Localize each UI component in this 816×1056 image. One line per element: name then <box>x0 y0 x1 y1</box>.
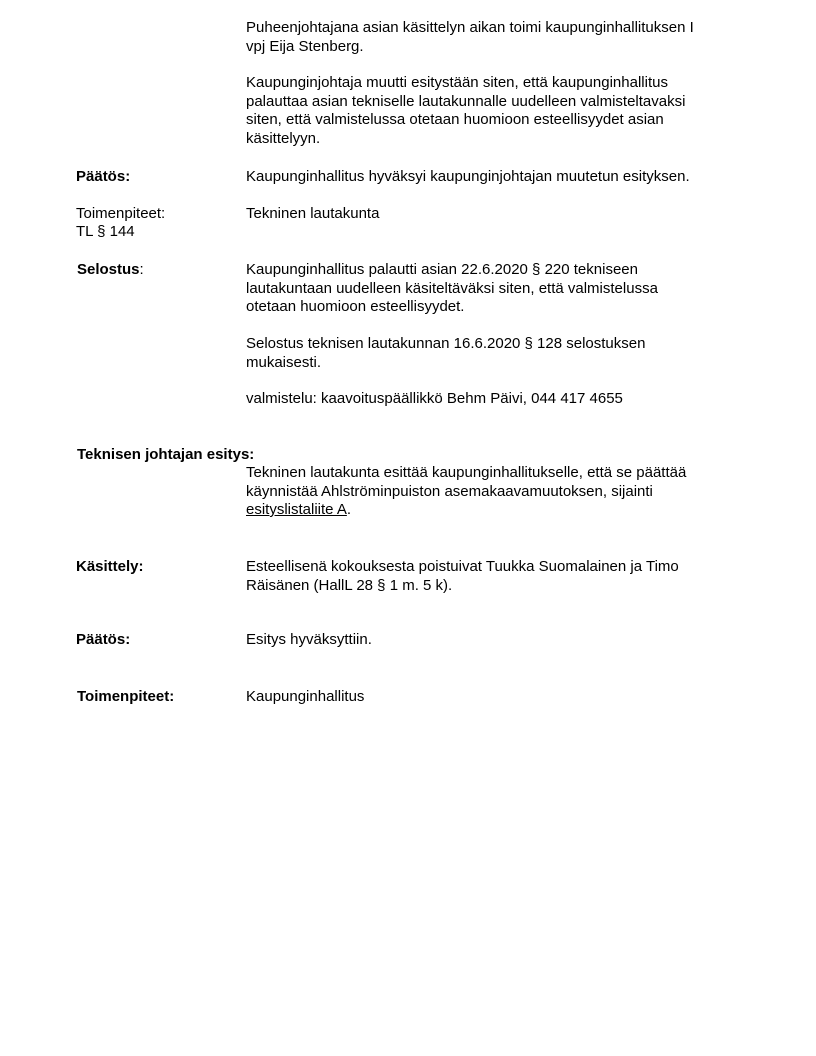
proposal-paragraph <box>246 464 736 520</box>
proposal-period: . <box>346 501 352 518</box>
mayor-line-4: käsittelyyn. <box>246 129 321 147</box>
actions-2-text: Kaupunginhallitus <box>246 688 365 705</box>
actions-sublabel: TL § 144 <box>76 223 135 240</box>
explanation-line-4: Selostus teknisen lautakunnan 16.6.2020 § 128 selostuksen <box>246 335 646 352</box>
explanation-line-2: lautakuntaan uudelleen käsiteltäväksi siten, että valmistelussa <box>246 279 658 297</box>
attachment-link[interactable]: esityslistaliite A <box>246 501 347 518</box>
chair-paragraph <box>246 19 736 56</box>
proposal-label: Teknisen johtajan esitys: <box>77 446 255 463</box>
explanation-label: Selostus <box>77 261 140 278</box>
explanation-label-wrap <box>77 261 144 280</box>
handling-label: Käsittely: <box>76 558 144 575</box>
chair-line-1: Puheenjohtajana asian käsittelyn aikan toimi kaupunginhallituksen I <box>246 19 694 36</box>
mayor-line-2: palauttaa asian tekniselle lautakunnalle uudelleen valmisteltavaksi <box>246 92 686 110</box>
mayor-paragraph <box>246 74 736 148</box>
explanation-paragraph-2 <box>246 335 736 372</box>
preparer-text: valmistelu: kaavoituspäällikkö Behm Päivi, 044 417 4655 <box>246 390 623 407</box>
actions-text: Tekninen lautakunta <box>246 205 380 222</box>
chair-line-2: vpj Eija Stenberg. <box>246 37 364 55</box>
proposal-line-3 <box>246 501 736 520</box>
mayor-line-1: Kaupunginjohtaja muutti esitystään siten, että kaupunginhallitus <box>246 74 668 91</box>
mayor-line-3: siten, että valmistelussa otetaan huomioon esteellisyydet asian <box>246 111 664 128</box>
handling-line-1: Esteellisenä kokouksesta poistuivat Tuukka Suomalainen ja Timo <box>246 558 679 575</box>
actions-2-label: Toimenpiteet: <box>77 688 175 705</box>
proposal-line-2: käynnistää Ahlströminpuiston asemakaavamuutoksen, sijainti <box>246 482 653 500</box>
decision-2-label: Päätös: <box>76 631 131 648</box>
handling-line-2: Räisänen (HallL 28 § 1 m. 5 k). <box>246 576 453 594</box>
decision-2-text: Esitys hyväksyttiin. <box>246 631 372 648</box>
proposal-line-1: Tekninen lautakunta esittää kaupunginhallitukselle, että se päättää <box>246 464 687 481</box>
explanation-label-colon: : <box>139 261 144 278</box>
explanation-line-3: otetaan huomioon esteellisyydet. <box>246 298 465 315</box>
handling-paragraph <box>246 558 736 595</box>
explanation-line-5: mukaisesti. <box>246 353 322 371</box>
explanation-paragraph-1 <box>246 261 736 317</box>
decision-label: Päätös: <box>76 168 131 185</box>
actions-label: Toimenpiteet: <box>76 205 166 222</box>
decision-text: Kaupunginhallitus hyväksyi kaupunginjohtajan muutetun esityksen. <box>246 168 690 185</box>
explanation-line-1: Kaupunginhallitus palautti asian 22.6.2020 § 220 tekniseen <box>246 261 638 278</box>
